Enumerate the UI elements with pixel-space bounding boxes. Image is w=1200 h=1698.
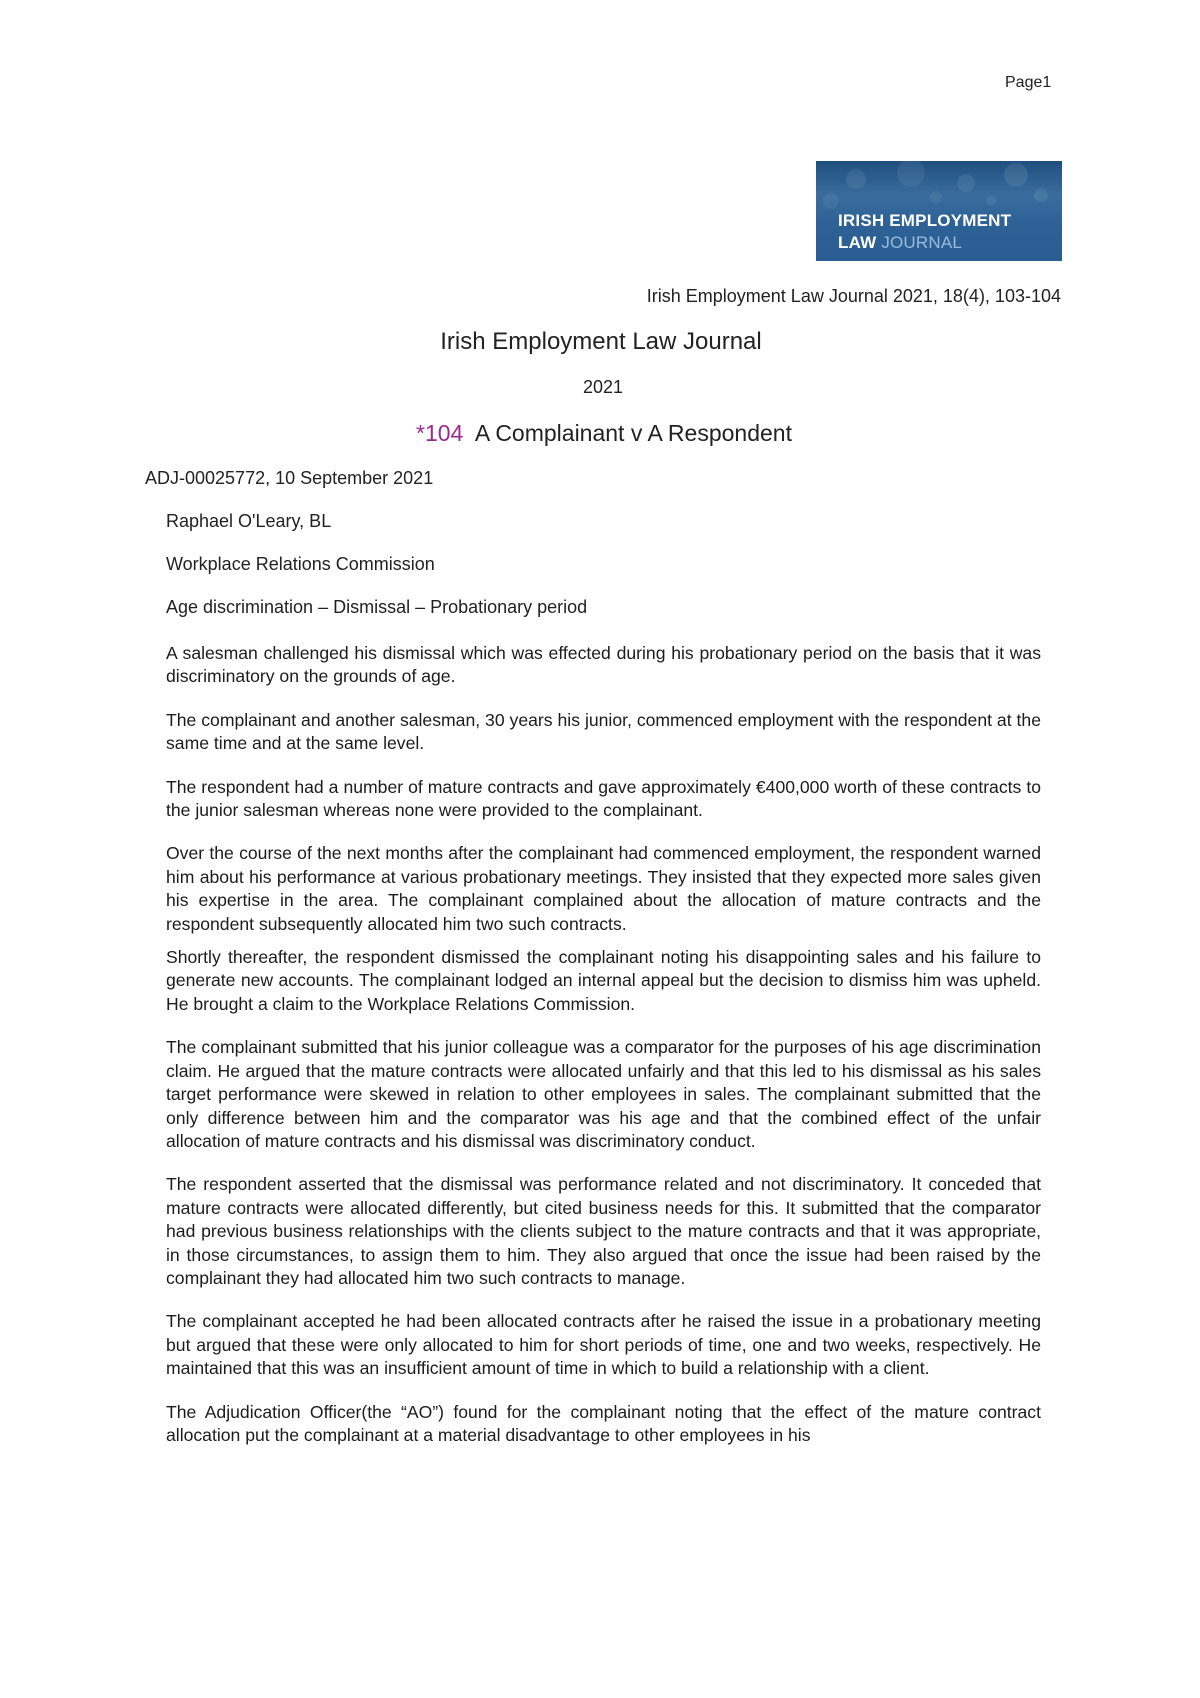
keywords: Age discrimination – Dismissal – Probationary period bbox=[166, 597, 588, 617]
paragraph: The complainant accepted he had been allocated contracts after he raised the issue in a probationary meeting but argued that these were only allocated to him for short periods of time, one and two weeks, respectively. He maintained that this was an insufficient amount of time in which to build a relationship with a client. bbox=[166, 1311, 1041, 1379]
journal-title: Irish Employment Law Journal bbox=[440, 328, 762, 355]
paragraph: The complainant and another salesman, 30 years his junior, commenced employment with the respondent at the same time and at the same level. bbox=[166, 709, 1041, 754]
paragraph: Over the course of the next months after the complainant had commenced employment, the respondent warned him about his performance at various probationary meetings. They insisted that they expected more sales given his expertise in the area. The complainant complained about the allocation of mature contracts and the respondent subsequently allocated him two such contracts. bbox=[166, 843, 1041, 934]
paragraph: Shortly thereafter, the respondent dismissed the complainant noting his disappointing sales and his failure to generate new accounts. The complainant lodged an internal appeal but the decision to dismiss him was upheld. He brought a claim to the Workplace Relations Commission. bbox=[166, 947, 1041, 1014]
author: Raphael O'Leary, BL bbox=[166, 511, 332, 531]
paragraph: The complainant submitted that his junior colleague was a comparator for the purposes of his age discrimination claim. He argued that the mature contracts were allocated unfairly and that this led to his dismissal as his sales target performance were skewed in relation to other employees in sales. The complainant submitted that the only difference between him and the comparator was his age and that the combined effect of the unfair allocation of mature contracts and his dismissal was discriminatory conduct. bbox=[166, 1037, 1041, 1151]
case-name: A Complainant v A Respondent bbox=[474, 420, 792, 446]
case-title bbox=[0, 420, 1200, 447]
publication-year: 2021 bbox=[583, 377, 624, 397]
logo-line-2 bbox=[838, 233, 962, 253]
commission-name: Workplace Relations Commission bbox=[166, 554, 435, 574]
page-number: Page1 bbox=[1005, 74, 1052, 91]
logo-journal: JOURNAL bbox=[881, 233, 963, 252]
citation: Irish Employment Law Journal 2021, 18(4), 103-104 bbox=[646, 286, 1061, 306]
logo-law: LAW bbox=[838, 233, 877, 252]
paragraph: The respondent asserted that the dismissal was performance related and not discriminatory. It conceded that mature contracts were allocated differently, but cited business needs for this. It submitted that the comparator had previous business relationships with the clients subject to the mature contracts and that it was appropriate, in those circumstances, to assign them to him. They also argued that once the issue had been raised by the complainant they had allocated him two such contracts to manage. bbox=[166, 1174, 1041, 1288]
article-body bbox=[166, 642, 1041, 1467]
journal-logo bbox=[816, 161, 1062, 261]
page-reference-link[interactable]: *104 bbox=[416, 420, 464, 446]
paragraph: The respondent had a number of mature contracts and gave approximately €400,000 worth of these contracts to the junior salesman whereas none were provided to the complainant. bbox=[166, 776, 1041, 821]
logo-line-1: IRISH EMPLOYMENT bbox=[838, 211, 1012, 230]
paragraph: The Adjudication Officer(the “AO”) found for the complainant noting that the effect of the mature contract allocation put the complainant at a material disadvantage to other employees in his bbox=[166, 1401, 1041, 1445]
adjudication-reference: ADJ-00025772, 10 September 2021 bbox=[145, 468, 434, 488]
paragraph: A salesman challenged his dismissal which was effected during his probationary period on the basis that it was discriminatory on the grounds of age. bbox=[166, 643, 1041, 687]
